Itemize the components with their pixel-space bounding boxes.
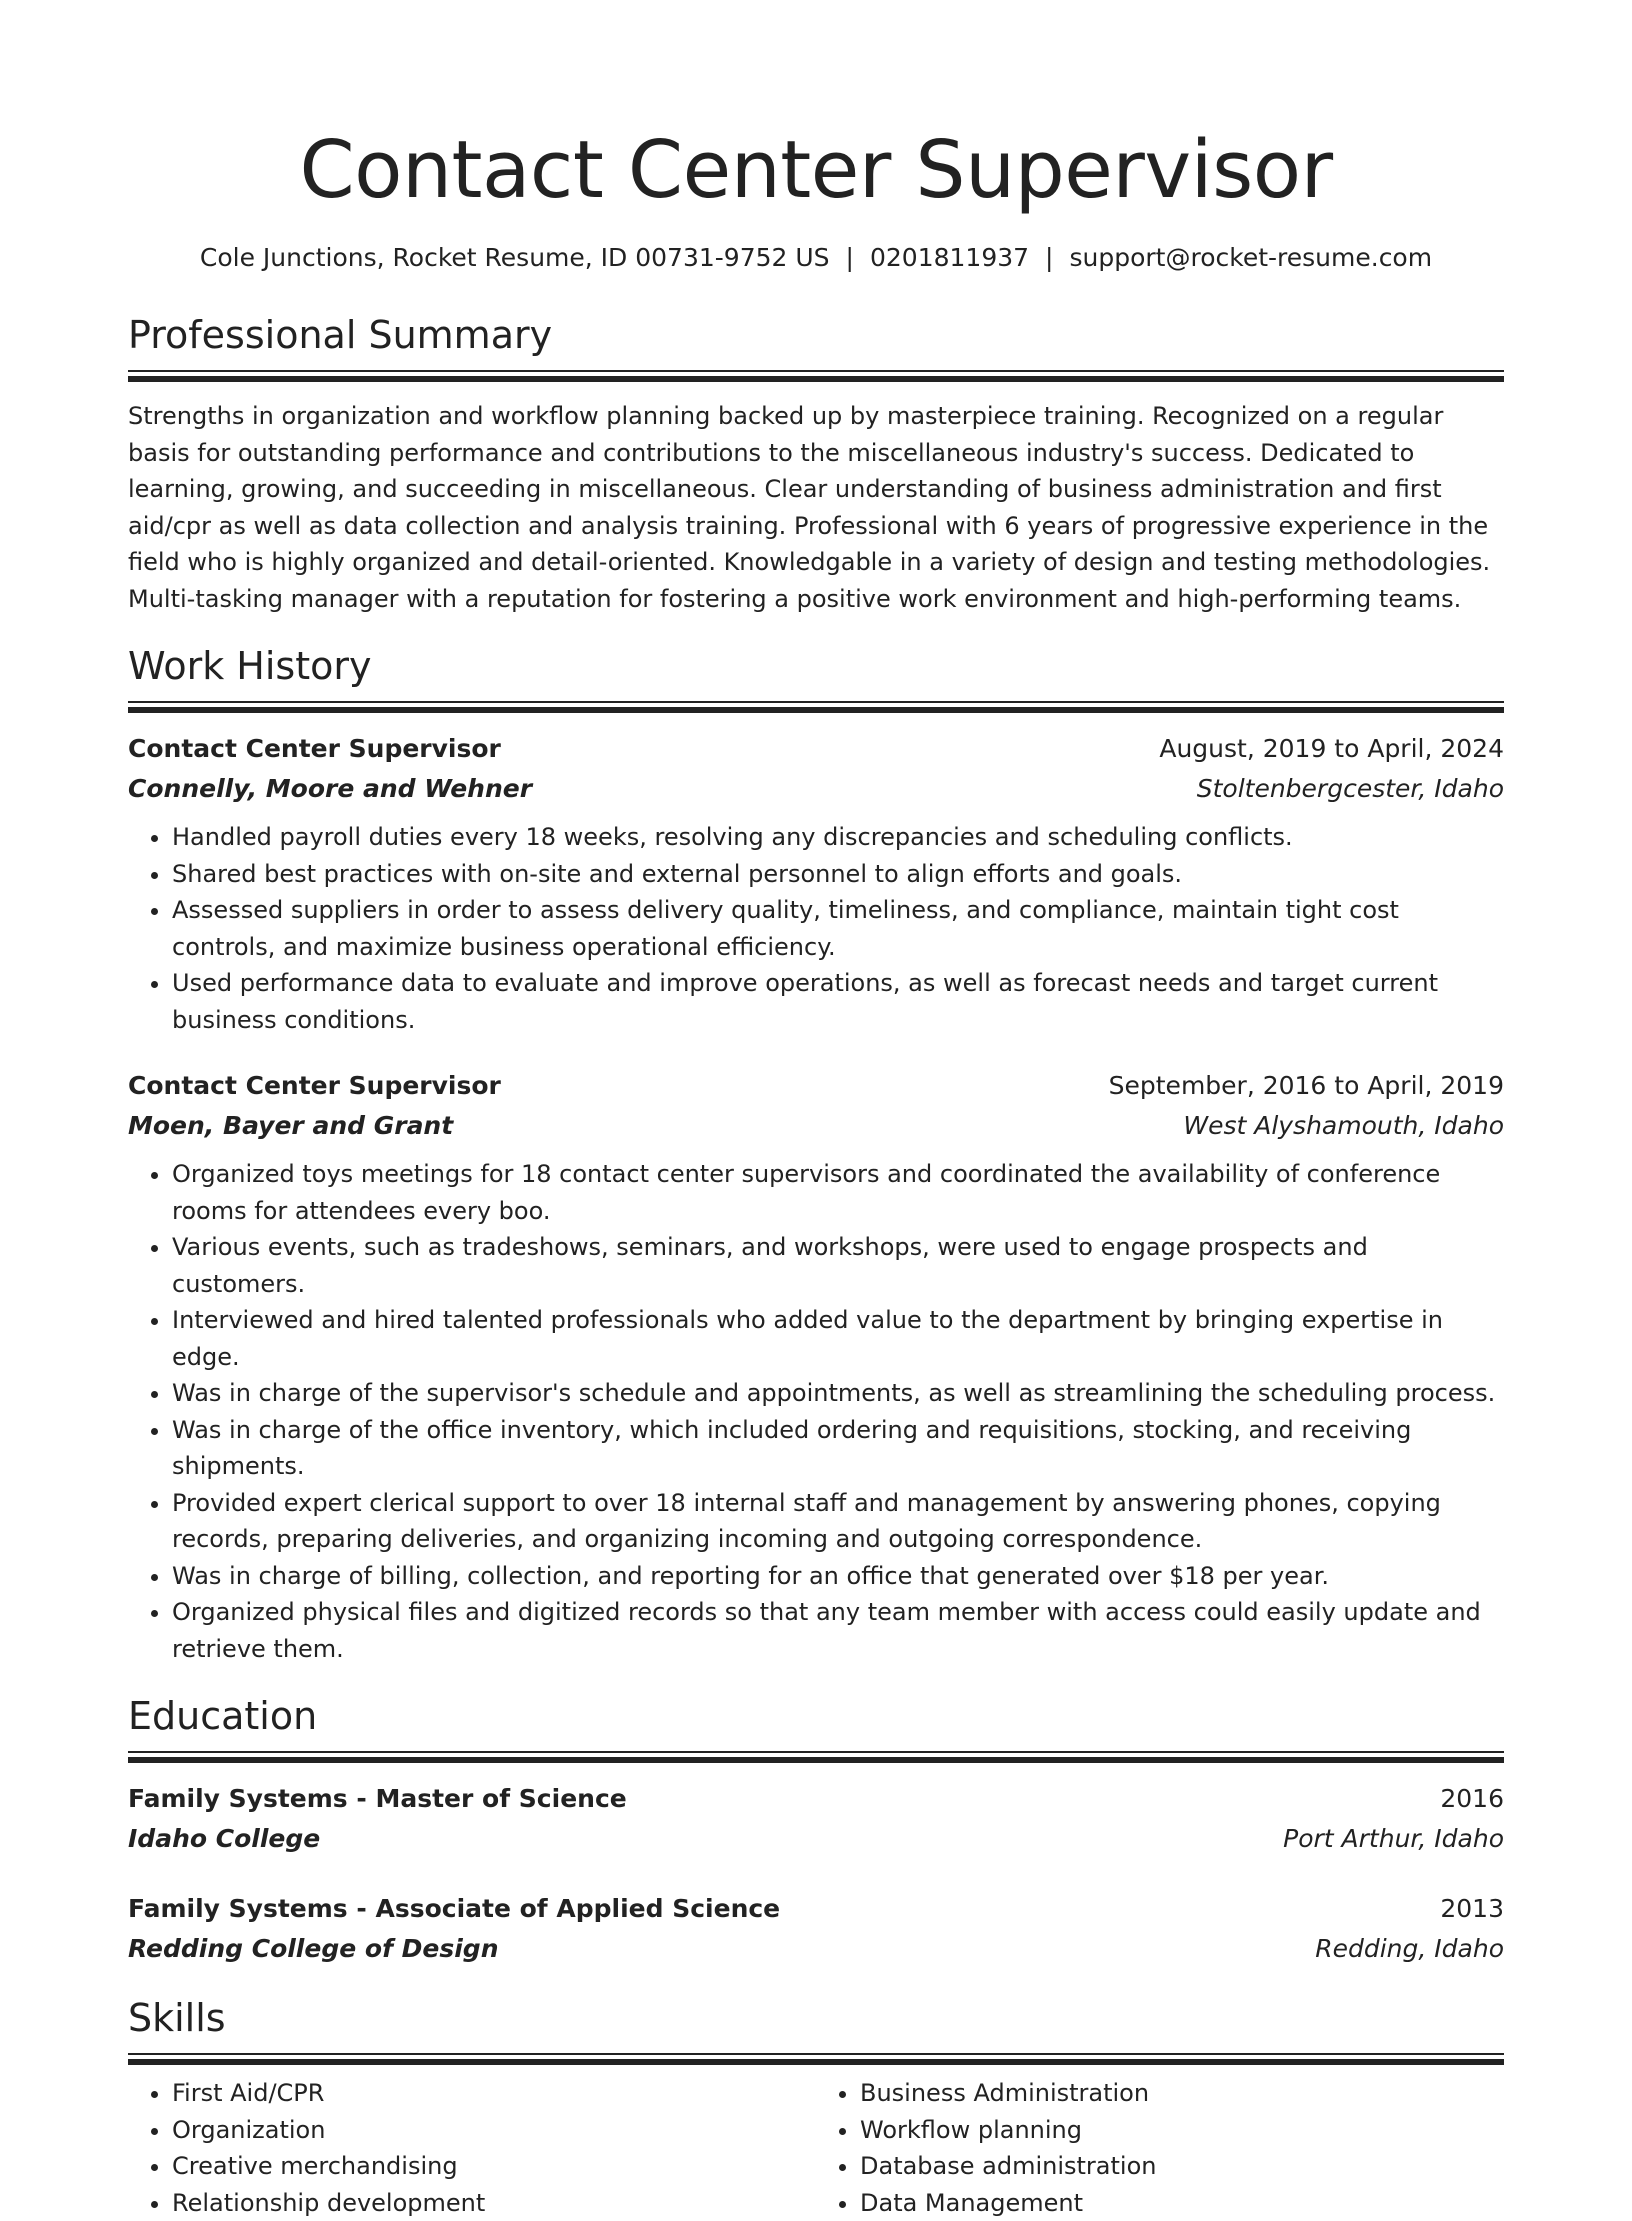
- skills-column-right: [816, 2075, 1504, 2221]
- education-subheader: [128, 1929, 1504, 1969]
- education-year: 2016: [1440, 1779, 1504, 1819]
- resume-title: Contact Center Supervisor: [128, 0, 1504, 216]
- skill-item: • Data Management: [860, 2185, 1504, 2221]
- job-bullet: • Organized toys meetings for 18 contact center supervisors and coordinated the availability of conference rooms for attendees every boo.: [172, 1156, 1504, 1229]
- job-bullet: • Provided expert clerical support to over 18 internal staff and management by answering phones, copying records, preparing deliveries, and organizing incoming and outgoing correspondence.: [172, 1485, 1504, 1558]
- education-year: 2013: [1440, 1889, 1504, 1929]
- education-entry: [128, 1779, 1504, 1859]
- job-role: Contact Center Supervisor: [128, 1066, 501, 1106]
- job-location: West Alyshamouth, Idaho: [1183, 1106, 1504, 1146]
- job-dates: September, 2016 to April, 2019: [1109, 1066, 1504, 1106]
- work-history-heading: Work History: [128, 643, 1504, 689]
- skills-section: [128, 1995, 1504, 2221]
- job-subheader: [128, 1106, 1504, 1146]
- job-company: Connelly, Moore and Wehner: [128, 769, 532, 809]
- job-entry: [128, 1066, 1504, 1667]
- job-bullet: • Was in charge of the office inventory, which included ordering and requisitions, stocking, and receiving shipments.: [172, 1412, 1504, 1485]
- job-bullet: • Interviewed and hired talented professionals who added value to the department by bringing expertise in edge.: [172, 1302, 1504, 1375]
- job-bullet: • Organized physical files and digitized records so that any team member with access could easily update and retrieve them.: [172, 1594, 1504, 1667]
- skill-item: • Relationship development: [172, 2185, 816, 2221]
- education-header: [128, 1779, 1504, 1819]
- contact-email[interactable]: support@rocket-resume.com: [1069, 243, 1432, 272]
- job-header: [128, 729, 1504, 769]
- job-company: Moen, Bayer and Grant: [128, 1106, 453, 1146]
- job-entry: [128, 729, 1504, 1038]
- skill-item: • Organization: [172, 2112, 816, 2149]
- education-subheader: [128, 1819, 1504, 1859]
- skill-item: • Creative merchandising: [172, 2148, 816, 2185]
- summary-heading: Professional Summary: [128, 312, 1504, 358]
- skill-item: • Business Administration: [860, 2075, 1504, 2112]
- job-bullet: • Shared best practices with on-site and external personnel to align efforts and goals.: [172, 856, 1504, 893]
- job-bullets: [128, 819, 1504, 1038]
- section-divider: [128, 2053, 1504, 2065]
- skill-item: • Database administration: [860, 2148, 1504, 2185]
- section-divider: [128, 701, 1504, 713]
- education-location: Port Arthur, Idaho: [1283, 1819, 1504, 1859]
- contact-separator: |: [1029, 243, 1069, 272]
- contact-phone: 0201811937: [870, 243, 1029, 272]
- summary-section: [128, 312, 1504, 617]
- skills-column-left: [128, 2075, 816, 2221]
- job-bullet: • Was in charge of billing, collection, and reporting for an office that generated over $18 per year.: [172, 1558, 1504, 1595]
- section-divider: [128, 1751, 1504, 1763]
- contact-separator: |: [830, 243, 870, 272]
- education-header: [128, 1889, 1504, 1929]
- work-history-section: [128, 643, 1504, 1667]
- job-subheader: [128, 769, 1504, 809]
- job-role: Contact Center Supervisor: [128, 729, 501, 769]
- education-school: Idaho College: [128, 1819, 320, 1859]
- education-school: Redding College of Design: [128, 1929, 499, 1969]
- job-bullet: • Various events, such as tradeshows, seminars, and workshops, were used to engage prospects and customers.: [172, 1229, 1504, 1302]
- education-heading: Education: [128, 1693, 1504, 1739]
- job-bullet: • Assessed suppliers in order to assess delivery quality, timeliness, and compliance, maintain tight cost controls, and maximize business operational efficiency.: [172, 892, 1504, 965]
- education-location: Redding, Idaho: [1315, 1929, 1504, 1969]
- skill-item: • First Aid/CPR: [172, 2075, 816, 2112]
- job-location: Stoltenbergcester, Idaho: [1197, 769, 1504, 809]
- section-divider: [128, 370, 1504, 382]
- education-degree: Family Systems - Master of Science: [128, 1779, 627, 1819]
- education-section: [128, 1693, 1504, 1969]
- contact-address: Cole Junctions, Rocket Resume, ID 00731-9752 US: [200, 243, 830, 272]
- skills-columns: [128, 2075, 1504, 2221]
- contact-line: [128, 242, 1504, 274]
- education-degree: Family Systems - Associate of Applied Science: [128, 1889, 780, 1929]
- job-bullet: • Handled payroll duties every 18 weeks, resolving any discrepancies and scheduling conflicts.: [172, 819, 1504, 856]
- skills-heading: Skills: [128, 1995, 1504, 2041]
- job-bullet: • Was in charge of the supervisor's schedule and appointments, as well as streamlining the scheduling process.: [172, 1375, 1504, 1412]
- job-bullet: • Used performance data to evaluate and improve operations, as well as forecast needs and target current business conditions.: [172, 965, 1504, 1038]
- job-dates: August, 2019 to April, 2024: [1159, 729, 1504, 769]
- skill-item: • Workflow planning: [860, 2112, 1504, 2149]
- summary-text: Strengths in organization and workflow planning backed up by masterpiece training. Recognized on a regular basis for outstanding performance and contributions to the miscellaneous industry's success. Dedicated to learning, growing, and succeeding in miscellaneous. Clear understanding of business administration and first aid/cpr as well as data collection and analysis training. Professional with 6 years of progressive experience in the field who is highly organized and detail-oriented. Knowledgable in a variety of design and testing methodologies. Multi-tasking manager with a reputation for fostering a positive work environment and high-performing teams.: [128, 398, 1504, 617]
- job-header: [128, 1066, 1504, 1106]
- education-entry: [128, 1889, 1504, 1969]
- job-bullets: [128, 1156, 1504, 1667]
